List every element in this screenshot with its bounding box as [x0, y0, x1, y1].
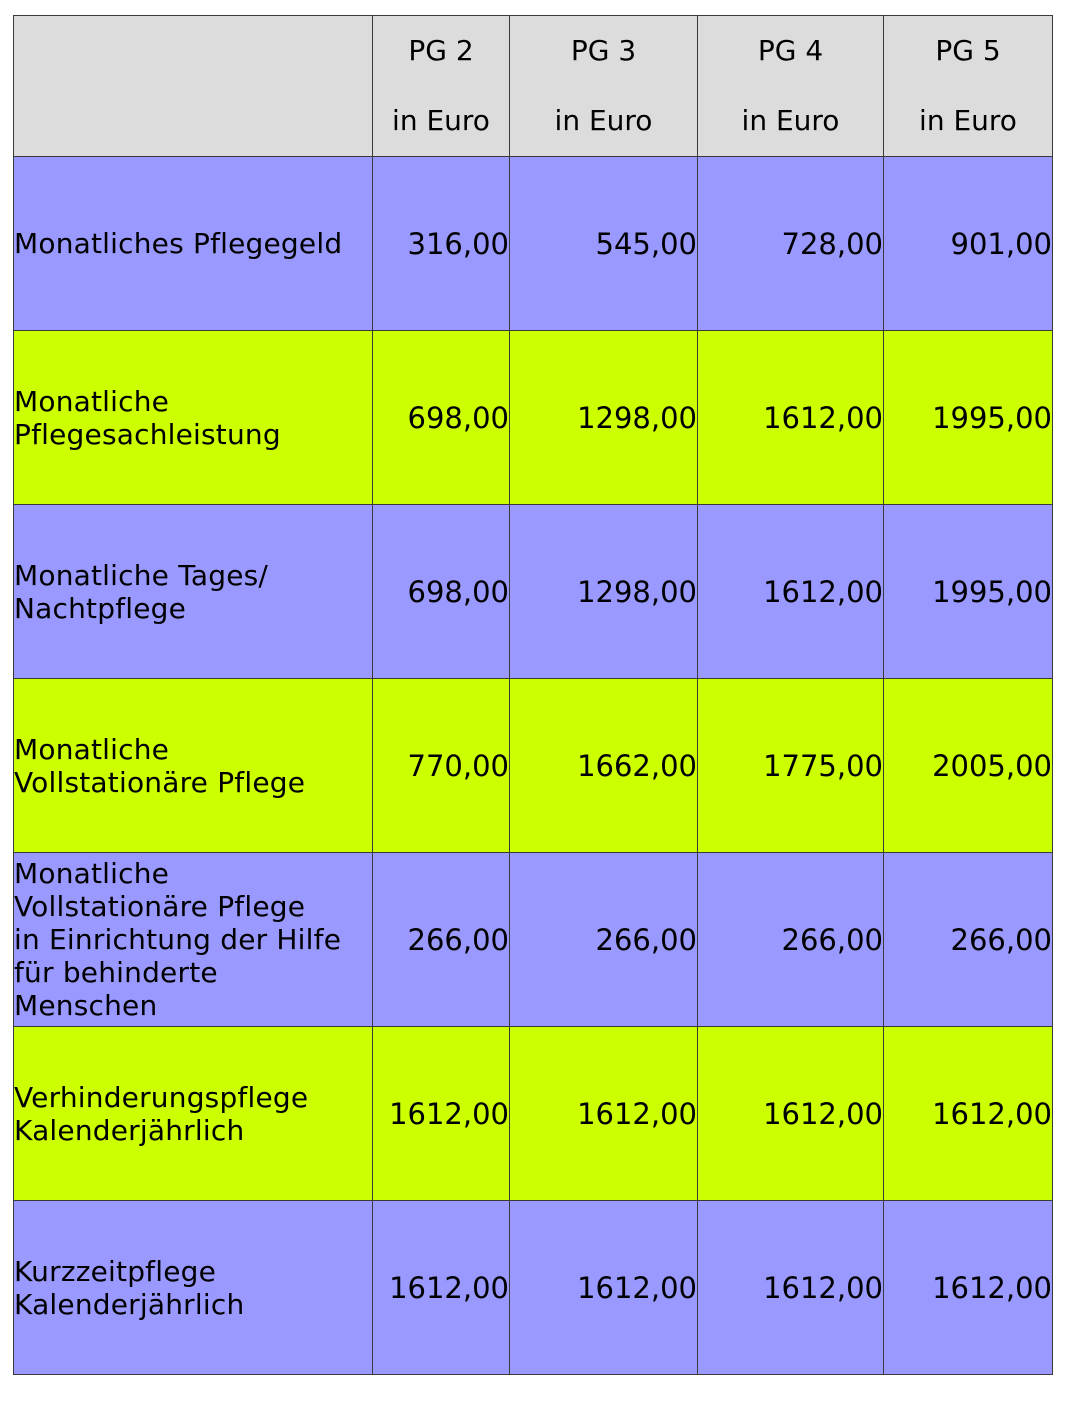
value-cell-pg2: 316,00: [373, 157, 510, 331]
value-cell-pg3: 1612,00: [510, 1027, 698, 1201]
row-label: [14, 679, 373, 853]
table-row: [14, 1027, 1053, 1201]
header-row: [14, 16, 1053, 157]
header-unit-label: in Euro: [392, 104, 490, 137]
value-cell-pg5: 2005,00: [884, 679, 1053, 853]
value-cell-pg5: 1995,00: [884, 505, 1053, 679]
row-label: [14, 157, 373, 331]
row-label-line: Monatliches Pflegegeld: [14, 227, 343, 260]
row-label: [14, 1027, 373, 1201]
header-cell-pg4: [698, 16, 884, 157]
value-cell-pg5: 901,00: [884, 157, 1053, 331]
table-row: [14, 1201, 1053, 1375]
row-label-line: Verhinderungspflege: [14, 1080, 309, 1114]
header-pg-label: PG 3: [570, 34, 637, 67]
row-label-line: Menschen: [14, 989, 158, 1022]
value-cell-pg3: 1662,00: [510, 679, 698, 853]
value-cell-pg5: 1995,00: [884, 331, 1053, 505]
value-cell-pg3: 1298,00: [510, 505, 698, 679]
header-cell-pg5: [884, 16, 1053, 157]
value-cell-pg2: 1612,00: [373, 1201, 510, 1375]
table-row: [14, 157, 1053, 331]
care-benefits-table: [13, 15, 1053, 1375]
row-label: [14, 505, 373, 679]
row-label-line: Monatliche Tages/: [14, 558, 269, 592]
header-pg-label: PG 5: [935, 34, 1001, 67]
table-row: [14, 853, 1053, 1027]
table-row: [14, 679, 1053, 853]
row-label-line: in Einrichtung der Hilfe: [14, 923, 342, 956]
header-cell-pg2: [373, 16, 510, 157]
value-cell-pg5: 1612,00: [884, 1027, 1053, 1201]
table-row: [14, 505, 1053, 679]
value-cell-pg4: 1612,00: [698, 1201, 884, 1375]
row-label-line: Kurzzeitpflege: [14, 1254, 217, 1288]
header-pg-label: PG 4: [757, 34, 824, 67]
value-cell-pg2: 698,00: [373, 331, 510, 505]
value-cell-pg2: 266,00: [373, 853, 510, 1027]
row-label-line: Monatliche: [14, 857, 170, 890]
header-empty-cell: [14, 16, 373, 157]
row-label: [14, 1201, 373, 1375]
row-label-line: Nachtpflege: [14, 591, 187, 625]
header-cell-pg3: [510, 16, 698, 157]
value-cell-pg5: 1612,00: [884, 1201, 1053, 1375]
value-cell-pg3: 1298,00: [510, 331, 698, 505]
header-unit-label: in Euro: [919, 104, 1017, 137]
row-label-line: Monatliche: [14, 732, 170, 766]
value-cell-pg3: 545,00: [510, 157, 698, 331]
value-cell-pg4: 266,00: [698, 853, 884, 1027]
value-cell-pg5: 266,00: [884, 853, 1053, 1027]
header-unit-label: in Euro: [554, 104, 653, 137]
value-cell-pg2: 698,00: [373, 505, 510, 679]
row-label-line: Vollstationäre Pflege: [14, 765, 306, 799]
row-label: [14, 853, 373, 1027]
value-cell-pg2: 770,00: [373, 679, 510, 853]
row-label-line: für behinderte: [14, 956, 218, 989]
row-label-line: Kalenderjährlich: [14, 1113, 245, 1147]
row-label-line: Vollstationäre Pflege: [14, 890, 306, 923]
row-label-line: Pflegesachleistung: [14, 417, 281, 451]
value-cell-pg4: 1775,00: [698, 679, 884, 853]
value-cell-pg4: 728,00: [698, 157, 884, 331]
value-cell-pg3: 266,00: [510, 853, 698, 1027]
table-row: [14, 331, 1053, 505]
value-cell-pg4: 1612,00: [698, 1027, 884, 1201]
header-pg-label: PG 2: [408, 34, 474, 67]
value-cell-pg4: 1612,00: [698, 505, 884, 679]
value-cell-pg2: 1612,00: [373, 1027, 510, 1201]
header-unit-label: in Euro: [741, 104, 840, 137]
value-cell-pg4: 1612,00: [698, 331, 884, 505]
row-label-line: Kalenderjährlich: [14, 1287, 245, 1321]
row-label: [14, 331, 373, 505]
row-label-line: Monatliche: [14, 384, 170, 418]
value-cell-pg3: 1612,00: [510, 1201, 698, 1375]
